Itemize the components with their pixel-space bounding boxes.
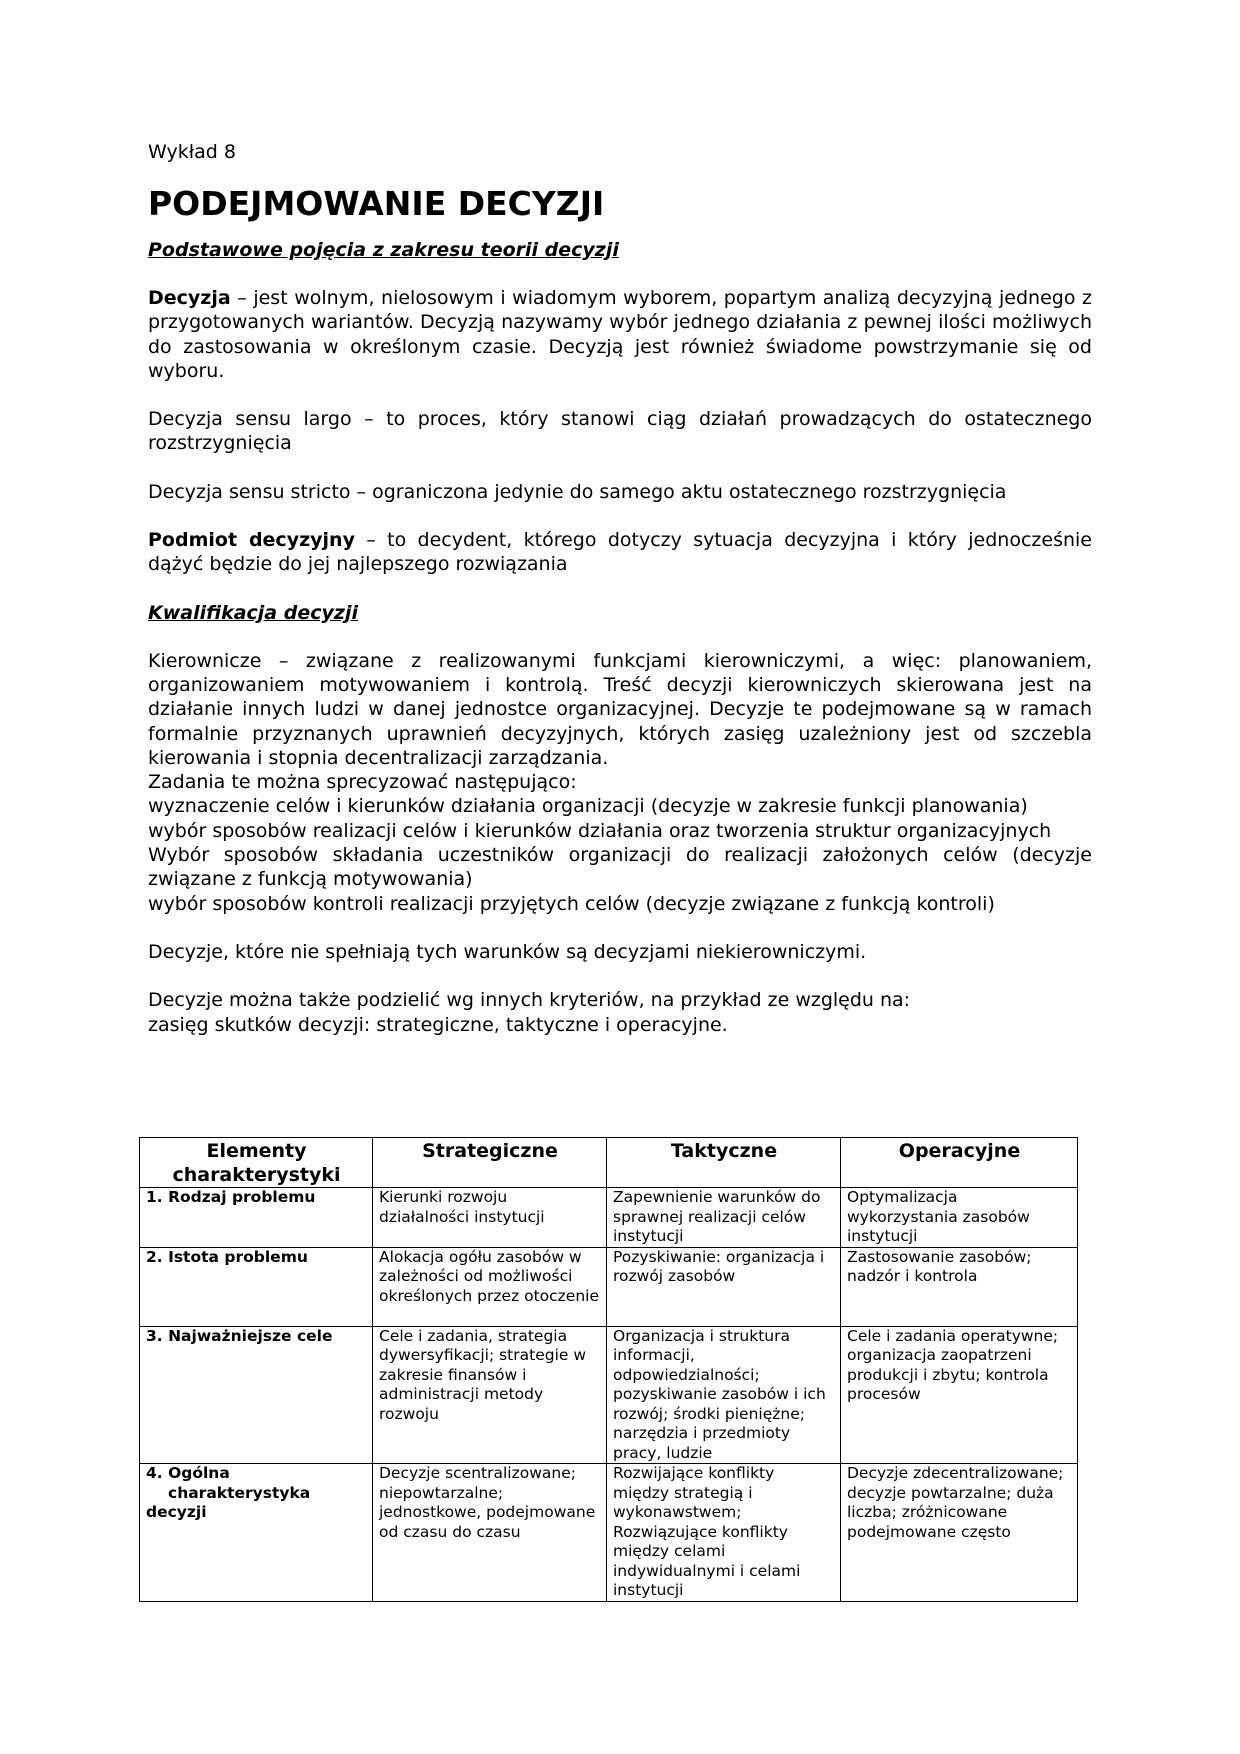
decyzja-definition-text: – jest wolnym, nielosowym i wiadomym wyborem, popartym analizą decyzyjną jednego z przygotowanych wariantów. Decyzją nazywamy wybór jednego działania z pewnej ilości możliwych do zastosowania w określonym czasie. Decyzją jest również świadome powstrzymanie się od wyboru. [148,287,1092,382]
row-label: 1. Rodzaj problemu [140,1188,373,1248]
table-cell: Kierunki rozwoju działalności instytucji [373,1188,607,1248]
section-heading-basic-concepts: Podstawowe pojęcia z zakresu teorii decyzji [148,239,619,261]
term-decyzja: Decyzja [148,287,231,309]
paragraph-kierownicze: Kierownicze – związane z realizowanymi funkcjami kierowniczymi, a więc: planowaniem, organizowaniem motywowaniem i kontrolą. Treść decyzji kierowniczych skierowana jest na działanie innych ludzi w danej jednostce organizacyjnej. Decyzje te podejmowane są w ramach formalnie przyznanych uprawnień decyzyjnych, których zasięg uzależniony jest od szczebla kierowania i stopnia decentralizacji zarządzania. [148,649,1092,769]
table-row [140,1464,1078,1602]
row-label-line: 4. Ogólna [146,1464,230,1482]
table-cell: Decyzje scentralizowane; niepowtarzalne; jednostkowe, podejmowane od czasu do czasu [373,1464,607,1602]
column-header: Operacyjne [841,1138,1078,1188]
row-label [140,1464,373,1602]
row-label: 3. Najważniejsze cele [140,1326,373,1464]
table-row [140,1188,1078,1248]
table-cell: Organizacja i struktura informacji, odpowiedzialności; pozyskiwanie zasobów i ich rozwój; środki pieniężne; narzędzia i przedmioty pracy, ludzie [607,1326,841,1464]
document-page [148,140,1092,1061]
table-header-row [140,1138,1078,1188]
column-header: Elementy charakterystyki [140,1138,373,1188]
section-heading-classification: Kwalifikacja decyzji [148,601,358,624]
table-cell: Optymalizacja wykorzystania zasobów instytucji [841,1188,1078,1248]
zadania-item: wyznaczenie celów i kierunków działania organizacji (decyzje w zakresie funkcji planowania) [148,795,1028,818]
table-cell: Rozwijające konflikty między strategią i wykonawstwem; Rozwiązujące konflikty między celami indywidualnymi i celami instytucji [607,1464,841,1602]
zadania-item: wybór sposobów realizacji celów i kierunków działania oraz tworzenia struktur organizacyjnych [148,819,1052,842]
row-label-line: charakterystyka [168,1483,311,1502]
table-cell: Zapewnienie warunków do sprawnej realizacji celów instytucji [607,1188,841,1248]
row-label: 2. Istota problemu [140,1247,373,1326]
page-title: PODEJMOWANIE DECYZJI [148,184,605,223]
column-header: Strategiczne [373,1138,607,1188]
decision-characteristics-table [139,1137,1078,1602]
table-cell: Cele i zadania, strategia dywersyfikacji; strategie w zakresie finansów i administracji metody rozwoju [373,1326,607,1464]
term-podmiot-decyzyjny: Podmiot decyzyjny [148,529,355,552]
column-header: Taktyczne [607,1138,841,1188]
row-label-line: decyzji [146,1503,207,1521]
kryteria-block [148,988,1092,1037]
table-row [140,1247,1078,1326]
zadania-intro: Zadania te można sprecyzować następująco: [148,771,577,794]
table-cell: Cele i zadania operatywne; organizacja zaopatrzeni produkcji i zbytu; kontrola procesów [841,1326,1078,1464]
paragraph-podmiot-decyzyjny [148,528,1092,577]
table-cell: Pozyskiwanie: organizacja i rozwój zasobów [607,1247,841,1326]
table-cell: Decyzje zdecentralizowane; decyzje powtarzalne; duża liczba; zróżnicowane podejmowane często [841,1464,1078,1602]
zadania-item: Wybór sposobów składania uczestników organizacji do realizacji założonych celów (decyzje związane z funkcją motywowania) [148,844,1092,891]
kryteria-line: Decyzje można także podzielić wg innych kryteriów, na przykład ze względu na: [148,989,911,1012]
zadania-item: wybór sposobów kontroli realizacji przyjętych celów (decyzje związane z funkcją kontroli) [148,892,995,915]
table-row [140,1326,1078,1464]
kierownicze-block [148,649,1092,916]
kryteria-line: zasięg skutków decyzji: strategiczne, taktyczne i operacyjne. [148,1013,728,1036]
podmiot-definition-text: – to decydent, którego dotyczy sytuacja decyzyjna i który jednocześnie dążyć będzie do jej najlepszego rozwiązania [148,529,1092,576]
paragraph-niekierownicze: Decyzje, które nie spełniają tych warunków są decyzjami niekierowniczymi. [148,940,867,963]
paragraph-sensu-largo: Decyzja sensu largo – to proces, który stanowi ciąg działań prowadzących do ostatecznego rozstrzygnięcia [148,408,1092,455]
paragraph-decyzja-definition [148,286,1092,383]
paragraph-sensu-stricto: Decyzja sensu stricto – ograniczona jedynie do samego aktu ostatecznego rozstrzygnięcia [148,480,1007,503]
table-cell: Zastosowanie zasobów; nadzór i kontrola [841,1247,1078,1326]
lecture-label: Wykład 8 [148,141,236,163]
table-cell: Alokacja ogółu zasobów w zależności od możliwości określonych przez otoczenie [373,1247,607,1326]
